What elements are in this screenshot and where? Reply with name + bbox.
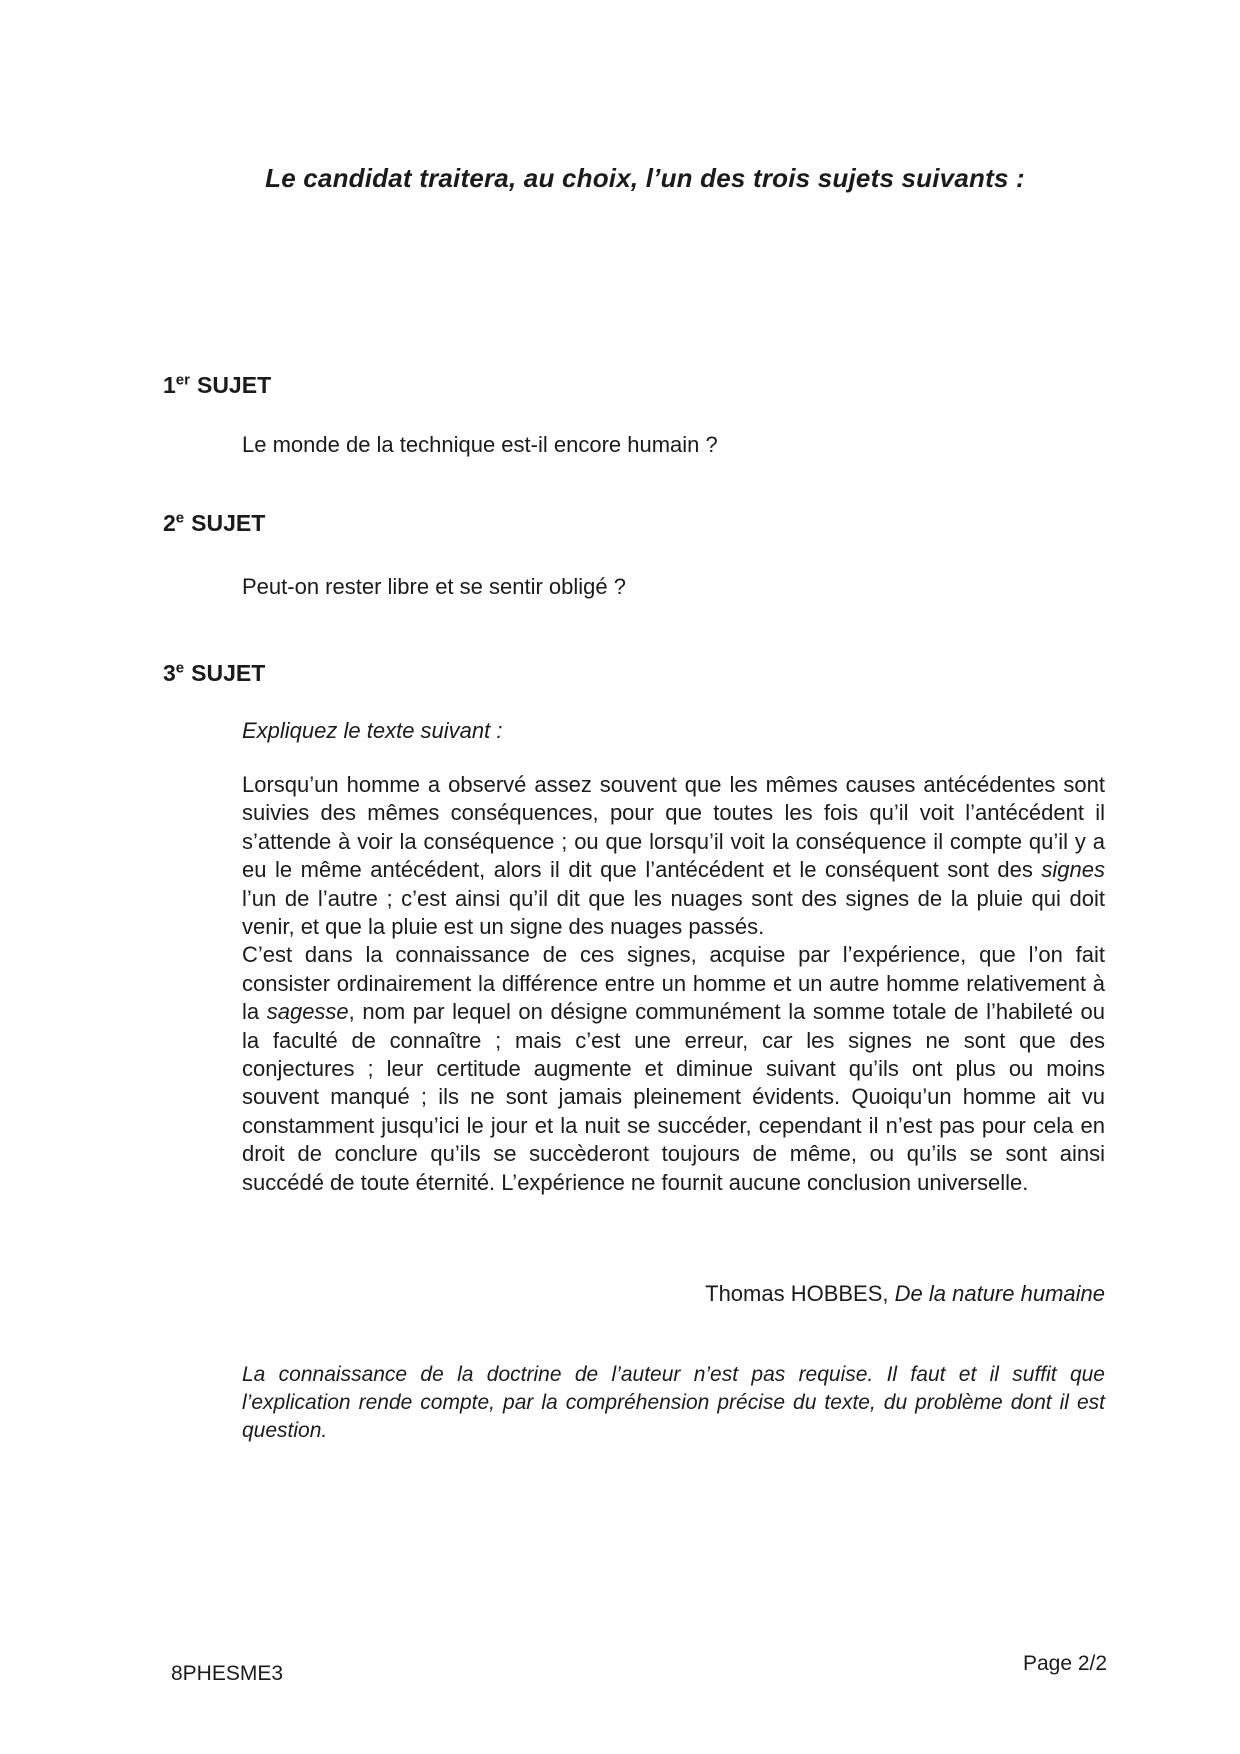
subject-2-number: 2 [163, 510, 176, 536]
subject-3-label: SUJET [191, 660, 266, 686]
subject-3-ordinal: e [175, 659, 185, 677]
subject-3-instruction: Expliquez le texte suivant : [242, 718, 503, 743]
subject-3-number: 3 [163, 660, 176, 686]
subject-1-heading [163, 372, 271, 399]
excerpt-paragraph-2: C’est dans la connaissance de ces signes, acquise par l’expérience, que l’on fait consister ordinairement la différence entre un homme et un autre homme relativement à la sagesse, nom par lequel on désigne communément la somme totale de l’habileté ou la faculté de connaître ; mais c’est une erreur, car les signes ne sont que des conjectures ; leur certitude augmente et diminue suivant qu’ils ont plus ou moins souvent manqué ; ils ne sont jamais pleinement évidents. Quoiqu’un homme ait vu constamment jusqu’ici le jour et la nuit se succéder, cependant il n’est pas pour cela en droit de conclure qu’ils se succèderont toujours de même, ou qu’ils se sont ainsi succédé de toute éternité. L’expérience ne fournit aucune conclusion universelle. [242, 942, 1105, 1195]
subject-1-number: 1 [163, 372, 176, 398]
subject-2-label: SUJET [191, 510, 266, 536]
subject-1-question: Le monde de la technique est-il encore humain ? [242, 432, 718, 457]
subject-2-question: Peut-on rester libre et se sentir obligé ? [242, 574, 626, 599]
subject-2-heading [163, 510, 265, 537]
examiner-note: La connaissance de la doctrine de l’auteur n’est pas requise. Il faut et il suffit que l’explication rende compte, par la compréhension précise du texte, du problème dont il est question. [242, 1363, 1105, 1442]
attribution [242, 1281, 1105, 1307]
subject-1-label: SUJET [196, 372, 272, 398]
subject-1-ordinal: er [175, 371, 190, 389]
page-number: Page 2/2 [1023, 1652, 1108, 1675]
instruction-line: Le candidat traitera, au choix, l’un des trois sujets suivants : [265, 163, 1025, 193]
attribution-author: Thomas HOBBES, [705, 1281, 895, 1306]
subject-2-ordinal: e [175, 509, 185, 527]
document-reference: 8PHESME3 [171, 1662, 284, 1685]
text-excerpt [242, 771, 1105, 1197]
subject-3-heading [163, 660, 265, 687]
excerpt-paragraph-1: Lorsqu’un homme a observé assez souvent que les mêmes causes antécédentes sont suivies des mêmes conséquences, pour que toutes les fois qu’il voit l’antécédent il s’attende à voir la conséquence ; ou que lorsqu’il voit la conséquence il compte qu’il y a eu le même antécédent, alors il dit que l’antécédent et le conséquent sont des signes l’un de l’autre ; c’est ainsi qu’il dit que les nuages sont des signes de la pluie qui doit venir, et que la pluie est un signe des nuages passés. [242, 772, 1105, 940]
attribution-work-title: De la nature humaine [894, 1281, 1105, 1306]
